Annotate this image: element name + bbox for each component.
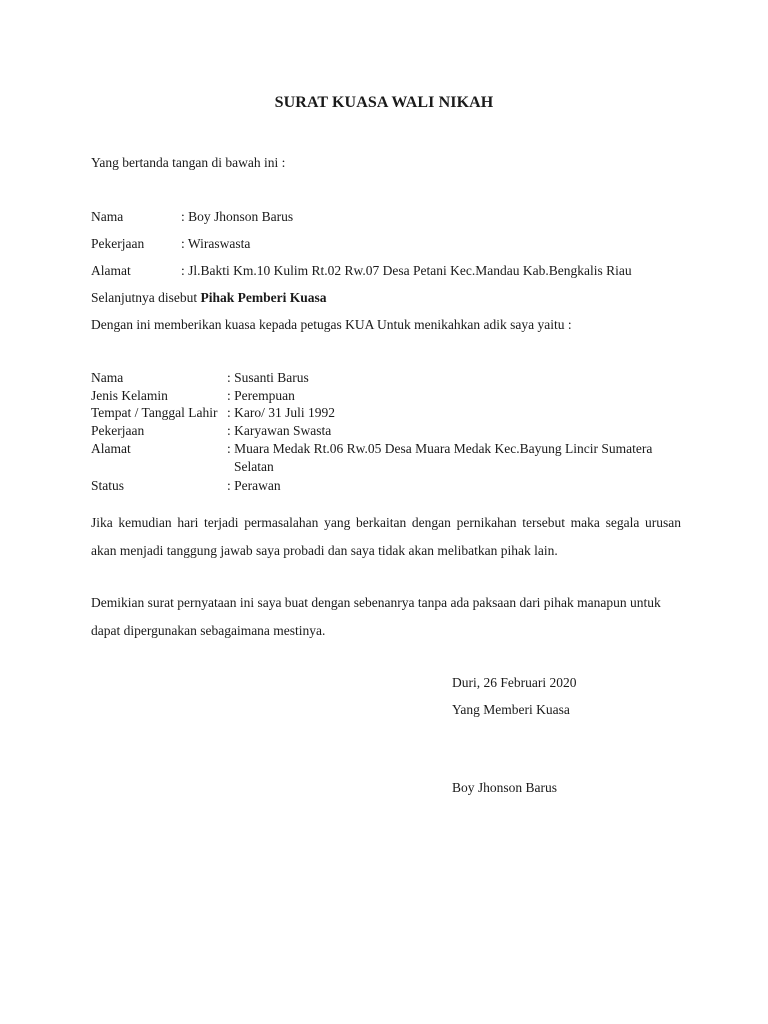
selanjutnya-prefix: Selanjutnya disebut [91,290,201,305]
giver-alamat-label: Alamat [91,263,131,278]
bride-status-value: : Perawan [227,478,281,493]
pihak-pemberi-kuasa: Pihak Pemberi Kuasa [200,290,327,305]
giver-pekerjaan-value: : Wiraswasta [181,236,251,251]
bride-alamat-label: Alamat [91,441,131,456]
bride-jk-label: Jenis Kelamin [91,388,168,403]
intro-text: Yang bertanda tangan di bawah ini : [91,155,286,170]
bride-nama-value: : Susanti Barus [227,370,309,385]
signature-place-date: Duri, 26 Februari 2020 [452,675,577,690]
bride-pekerjaan-value: : Karyawan Swasta [227,423,332,438]
bride-ttl-label: Tempat / Tanggal Lahir [91,405,218,420]
paragraph-responsibility: Jika kemudian hari terjadi permasalahan yang berkaitan dengan pernikahan tersebut maka segala urusan akan menjadi tanggung jawab saya probadi dan saya tidak akan melibatkan pihak lain. [91,515,681,558]
selanjutnya-line [91,290,327,306]
document-title: SURAT KUASA WALI NIKAH [274,94,494,111]
bride-ttl-value: : Karo/ 31 Juli 1992 [227,405,335,420]
signature-role: Yang Memberi Kuasa [452,702,570,717]
giver-nama-value: : Boy Jhonson Barus [181,209,294,224]
giver-alamat-value: : Jl.Bakti Km.10 Kulim Rt.02 Rw.07 Desa Petani Kec.Mandau Kab.Bengkalis Riau [181,263,632,278]
bride-alamat-value-line1: : Muara Medak Rt.06 Rw.05 Desa Muara Medak Kec.Bayung Lincir Sumatera [227,441,653,456]
signature-name: Boy Jhonson Barus [452,780,558,795]
paragraph-closing: Demikian surat pernyataan ini saya buat dengan sebenanrya tanpa ada paksaan dari pihak manapun untuk dapat dipergunakan sebagaimana mestinya. [91,595,661,638]
giver-pekerjaan-label: Pekerjaan [91,236,145,251]
bride-jk-value: : Perempuan [227,388,295,403]
giver-nama-label: Nama [91,209,124,224]
bride-status-label: Status [91,478,125,493]
dengan-ini-text: Dengan ini memberikan kuasa kepada petugas KUA Untuk menikahkan adik saya yaitu : [91,317,572,332]
bride-pekerjaan-label: Pekerjaan [91,423,145,438]
bride-nama-label: Nama [91,370,124,385]
bride-alamat-value-line2: Selatan [234,459,274,474]
